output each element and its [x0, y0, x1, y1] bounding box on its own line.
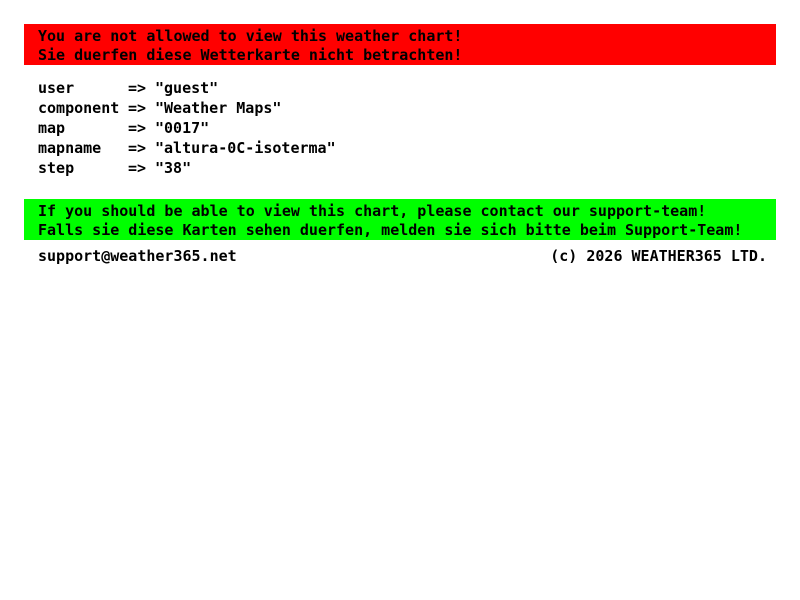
- detail-key: step: [38, 159, 75, 177]
- error-line-en: You are not allowed to view this weather chart!: [38, 27, 463, 45]
- detail-value: "Weather Maps": [155, 99, 282, 117]
- error-line-de: Sie duerfen diese Wetterkarte nicht betrachten!: [38, 46, 463, 64]
- detail-value: "guest": [155, 79, 219, 97]
- detail-arrow: =>: [128, 119, 147, 137]
- detail-row-component: [38, 98, 800, 118]
- detail-row-map: [38, 118, 800, 138]
- detail-value: "altura-0C-isoterma": [155, 139, 336, 157]
- detail-key: map: [38, 119, 66, 137]
- detail-key: user: [38, 79, 75, 97]
- detail-row-user: [38, 78, 800, 98]
- info-line-en: If you should be able to view this chart, please contact our support-team!: [38, 202, 707, 220]
- detail-arrow: =>: [128, 139, 147, 157]
- support-email: support@weather365.net: [38, 247, 237, 265]
- info-banner: [24, 199, 776, 240]
- request-details: [38, 78, 800, 178]
- error-banner: [24, 24, 776, 65]
- detail-arrow: =>: [128, 99, 147, 117]
- detail-row-step: [38, 158, 800, 178]
- detail-value: "38": [155, 159, 192, 177]
- detail-value: "0017": [155, 119, 210, 137]
- detail-arrow: =>: [128, 159, 147, 177]
- detail-row-mapname: [38, 138, 800, 158]
- detail-key: mapname: [38, 139, 102, 157]
- footer: [38, 246, 767, 266]
- detail-arrow: =>: [128, 79, 147, 97]
- info-line-de: Falls sie diese Karten sehen duerfen, melden sie sich bitte beim Support-Team!: [38, 221, 743, 239]
- detail-key: component: [38, 99, 120, 117]
- copyright: (c) 2026 WEATHER365 LTD.: [550, 247, 767, 265]
